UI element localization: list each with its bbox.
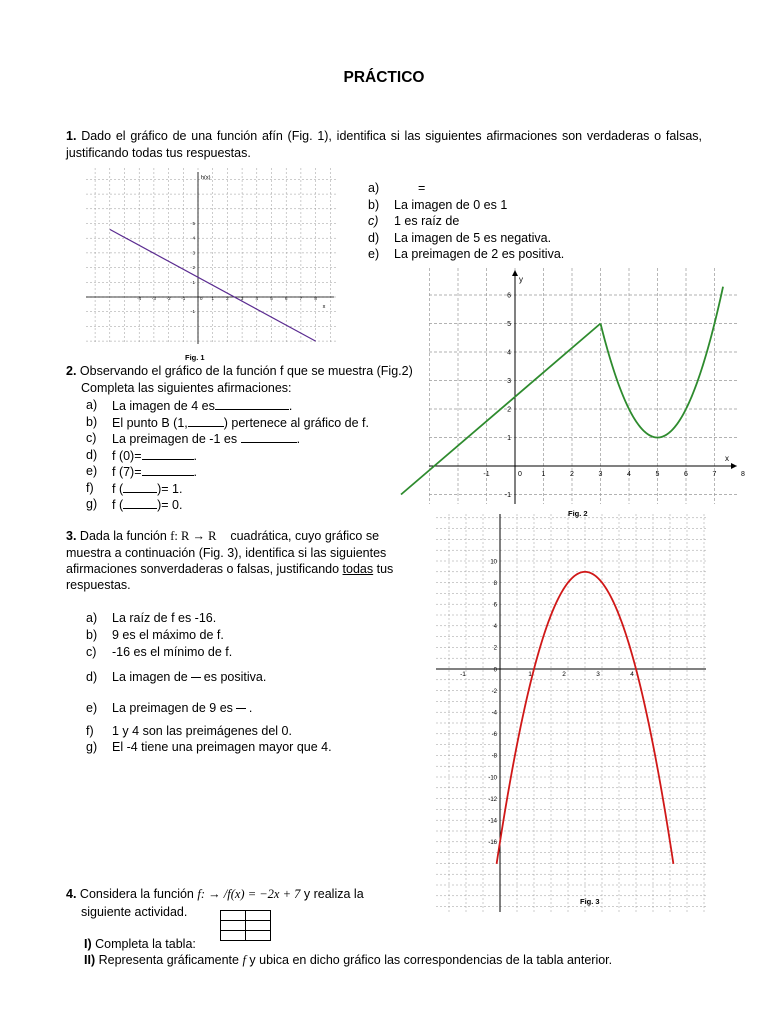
x-tick-label: 2 bbox=[570, 471, 574, 478]
y-tick-label: -16 bbox=[488, 840, 497, 847]
y-tick-label: 6 bbox=[507, 292, 511, 300]
y-tick-label: -10 bbox=[488, 775, 497, 782]
x-tick-label: 1 bbox=[211, 296, 214, 301]
q2-item-e: e) f (7)= . bbox=[86, 464, 198, 479]
y-tick-label: 1 bbox=[192, 279, 195, 285]
fig2-caption: Fig. 2 bbox=[568, 509, 588, 518]
q4-line2: siguiente actividad. bbox=[81, 905, 188, 919]
q4-number: 4. bbox=[66, 887, 77, 901]
x-axis-arrow bbox=[731, 463, 737, 469]
x-tick-label: 1 bbox=[541, 471, 546, 478]
y-tick-label: -1 bbox=[190, 309, 195, 315]
y-tick-label: 6 bbox=[493, 602, 497, 609]
y-tick-label: 0 bbox=[493, 667, 497, 674]
page-title: PRÁCTICO bbox=[343, 69, 425, 86]
answer-blank[interactable] bbox=[215, 397, 289, 410]
x-tick-label: -1 bbox=[460, 671, 466, 678]
y-tick-label: -12 bbox=[488, 796, 497, 803]
q2-statement bbox=[66, 363, 413, 380]
q2-item-b: b) El punto B (1, ) pertenece al gráfico de f. bbox=[86, 414, 369, 430]
q1-item-a: a) = bbox=[368, 181, 426, 195]
y-tick-label: 2 bbox=[507, 406, 511, 414]
q3-item-b: b) 9 es el máximo de f. bbox=[86, 628, 224, 642]
x-tick-label: 4 bbox=[627, 471, 631, 478]
y-tick-label: 1 bbox=[507, 435, 511, 442]
q3-item-c: c) -16 es el mínimo de f. bbox=[86, 645, 233, 659]
fig1-graph bbox=[86, 168, 338, 344]
x-tick-label: 0 bbox=[200, 296, 203, 301]
y-tick-label: -8 bbox=[491, 753, 497, 760]
table-cell[interactable] bbox=[246, 931, 271, 941]
q3-item-e: e) La preimagen de 9 es . bbox=[86, 701, 253, 715]
y-tick-label: 3 bbox=[507, 378, 511, 385]
q2-item-g: g) f ( )= 0. bbox=[86, 497, 183, 512]
q3-line3: afirmaciones sonverdaderas o falsas, justificando todas tus bbox=[66, 562, 394, 576]
y-tick-label: 4 bbox=[192, 235, 195, 241]
q4-math: f: → /f(x) = −2x + 7 bbox=[197, 887, 301, 901]
q2-item-c: c) La preimagen de -1 es . bbox=[86, 431, 301, 446]
fig1-caption: Fig. 1 bbox=[185, 353, 205, 362]
q4-part1: I) Completa la tabla: bbox=[84, 937, 196, 951]
answer-blank[interactable] bbox=[241, 430, 297, 443]
q2-number: 2. bbox=[66, 364, 77, 378]
y-axis-arrow bbox=[512, 270, 518, 276]
q1-item-e: e) La preimagen de 2 es positiva. bbox=[368, 247, 565, 261]
x-tick-label: 6 bbox=[284, 296, 288, 301]
q3-item-f: f) 1 y 4 son las preimágenes del 0. bbox=[86, 724, 292, 738]
x-axis-label: x bbox=[725, 454, 729, 463]
q3-line2: muestra a continuación (Fig. 3), identifica si las siguientes bbox=[66, 546, 387, 560]
parabola-curve bbox=[601, 287, 724, 438]
q1-statement bbox=[66, 128, 702, 161]
x-tick-label: -1 bbox=[181, 296, 186, 301]
q2-item-d: d) f (0)= . bbox=[86, 447, 198, 463]
x-tick-label: -3 bbox=[151, 296, 156, 301]
x-tick-label: -2 bbox=[166, 296, 171, 301]
y-tick-label: -14 bbox=[488, 818, 497, 825]
q1-item-d: d) La imagen de 5 es negativa. bbox=[368, 230, 552, 245]
y-tick-label: -2 bbox=[491, 688, 497, 695]
y-tick-label: 3 bbox=[192, 250, 195, 256]
fig3-graph bbox=[436, 514, 706, 912]
y-tick-label: 2 bbox=[192, 265, 195, 271]
table-cell[interactable] bbox=[246, 911, 271, 921]
fig3-caption: Fig. 3 bbox=[580, 897, 600, 906]
x-tick-label: -4 bbox=[137, 296, 142, 301]
q4-part2: II) Representa gráficamente f y ubica en dicho gráfico las correspondencias de la tabla anterior. bbox=[84, 953, 613, 967]
x-tick-label: 2 bbox=[562, 671, 566, 678]
answer-blank[interactable] bbox=[142, 463, 194, 476]
q3-math: f: R → R bbox=[170, 529, 217, 543]
x-tick-label: 4 bbox=[255, 296, 259, 301]
q2-line1: Observando el gráfico de la función f que se muestra (Fig.2) bbox=[79, 364, 413, 378]
q4-table[interactable] bbox=[220, 910, 271, 941]
answer-blank[interactable] bbox=[188, 414, 224, 427]
q2-item-a: a) La imagen de 4 es . bbox=[86, 398, 293, 413]
y-tick-label: 2 bbox=[493, 645, 497, 652]
y-tick-label: 10 bbox=[490, 559, 497, 566]
x-tick-label: 3 bbox=[598, 471, 603, 478]
y-tick-label: 5 bbox=[507, 321, 511, 328]
table-cell[interactable] bbox=[246, 921, 271, 931]
x-axis-label: x bbox=[322, 304, 326, 310]
x-tick-label: 7 bbox=[299, 296, 303, 301]
q3-line4: respuestas. bbox=[66, 578, 131, 592]
q2-line2: Completa las siguientes afirmaciones: bbox=[81, 381, 292, 395]
table-cell[interactable] bbox=[221, 921, 246, 931]
y-tick-label: 4 bbox=[507, 349, 511, 357]
x-tick-label: -1 bbox=[483, 471, 490, 478]
q3-item-d: d) La imagen de es positiva. bbox=[86, 670, 267, 684]
y-tick-label: 8 bbox=[493, 580, 497, 587]
fraction-placeholder bbox=[191, 677, 201, 678]
y-tick-label: -1 bbox=[504, 492, 511, 499]
table-cell[interactable] bbox=[221, 931, 246, 941]
x-tick-label: 7 bbox=[712, 471, 717, 478]
fraction-placeholder bbox=[236, 708, 246, 709]
x-tick-label: 2 bbox=[226, 296, 229, 301]
q1-text: Dado el gráfico de una función afín (Fig. 1), identifica si las siguientes afirmaciones son verdaderas o falsas, justificando todas tus respuestas. bbox=[66, 129, 702, 160]
answer-blank[interactable] bbox=[123, 480, 157, 493]
y-tick-label: -4 bbox=[491, 710, 497, 717]
fig2-graph bbox=[429, 268, 745, 504]
y-axis-label: h(x) bbox=[201, 175, 211, 181]
x-tick-label: 6 bbox=[684, 471, 688, 478]
x-tick-label: 3 bbox=[596, 671, 600, 678]
y-tick-label: 5 bbox=[192, 221, 195, 226]
x-tick-label: 8 bbox=[741, 471, 745, 478]
answer-blank[interactable] bbox=[123, 496, 157, 509]
answer-blank[interactable] bbox=[142, 447, 194, 460]
q2-items bbox=[86, 397, 369, 513]
x-tick-label: 4 bbox=[630, 671, 634, 678]
q1-items bbox=[368, 180, 564, 263]
q3-number: 3. bbox=[66, 529, 77, 543]
x-tick-label: 8 bbox=[314, 296, 317, 301]
x-tick-label: 3 bbox=[240, 296, 244, 301]
q2-item-f: f) f ( )= 1. bbox=[86, 480, 183, 496]
x-tick-label: 5 bbox=[655, 471, 660, 478]
q4-line1: 4. Considera la función f: → /f(x) = −2x + 7 y realiza la bbox=[66, 887, 364, 901]
q1-number: 1. bbox=[66, 129, 77, 143]
y-tick-label: 4 bbox=[493, 624, 497, 631]
y-axis-label: y bbox=[519, 275, 523, 284]
table-cell[interactable] bbox=[221, 911, 246, 921]
q3-item-g: g) El -4 tiene una preimagen mayor que 4. bbox=[86, 740, 332, 754]
q1-item-b: b) La imagen de 0 es 1 bbox=[368, 197, 508, 212]
q3-item-a: a) La raíz de f es -16. bbox=[86, 611, 217, 625]
x-tick-label: 5 bbox=[270, 296, 273, 301]
x-tick-label: 0 bbox=[518, 471, 522, 478]
x-tick-label: 1 bbox=[528, 671, 532, 678]
q3-line1: 3. Dada la función f: R → R cuadrática, cuyo gráfico se bbox=[66, 529, 380, 543]
q1-item-c: c) 1 es raíz de bbox=[368, 214, 460, 228]
y-tick-label: -6 bbox=[491, 732, 497, 739]
